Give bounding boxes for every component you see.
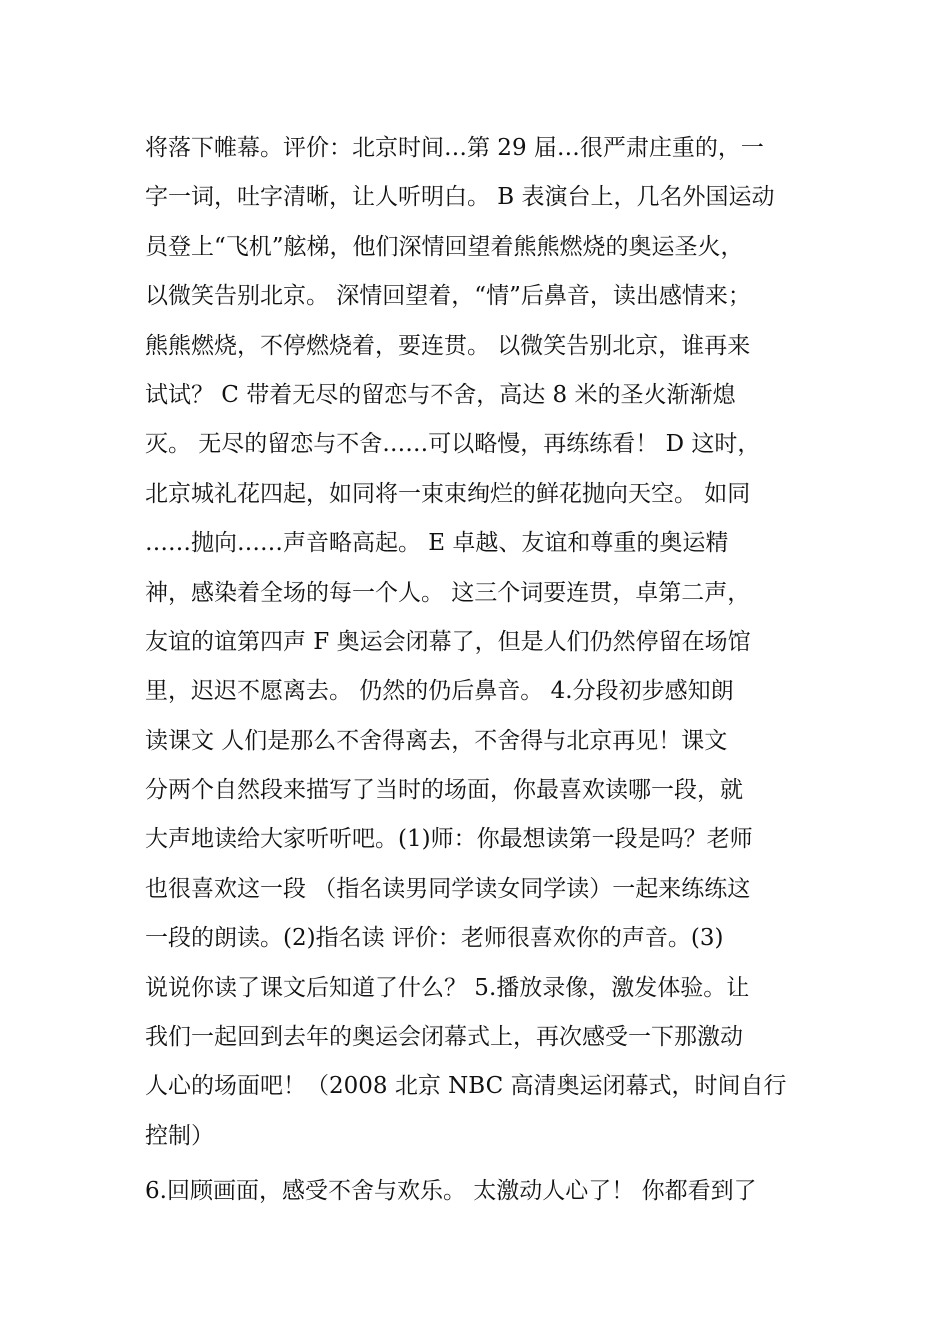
text-line-1: 将落下帷幕。评价：北京时间…第 29 届…很严肃庄重的，一 xyxy=(145,135,764,161)
text-line-13: 读课文 人们是那么不舍得离去，不舍得与北京再见！课文 xyxy=(145,727,728,754)
text-line-2: 字一词，吐字清晰，让人听明白。 B 表演台上，几名外国运动 xyxy=(145,184,775,211)
text-line-19: 我们一起回到去年的奥运会闭幕式上，再次感受一下那激动 xyxy=(145,1024,743,1051)
text-line-17: 一段的朗读。(2)指名读 评价：老师很喜欢你的声音。(3) xyxy=(145,925,724,952)
text-line-7: 灭。 无尽的留恋与不舍……可以略慢，再练练看！ D 这时， xyxy=(145,431,761,458)
body-text xyxy=(145,124,825,1217)
text-line-5: 熊熊燃烧，不停燃烧着，要连贯。 以微笑告别北京，谁再来 xyxy=(145,332,751,359)
text-line-21: 控制） xyxy=(145,1122,214,1149)
text-line-11: 友谊的谊第四声 F 奥运会闭幕了，但是人们仍然停留在场馆 xyxy=(145,628,751,655)
text-line-9: ……抛向……声音略高起。 E 卓越、友谊和尊重的奥运精 xyxy=(145,530,729,557)
text-line-8: 北京城礼花四起，如同将一束束绚烂的鲜花抛向天空。 如同 xyxy=(145,480,751,507)
text-line-15: 大声地读给大家听听吧。(1)师：你最想读第一段是吗？老师 xyxy=(145,826,753,853)
text-line-10: 神，感染着全场的每一个人。 这三个词要连贯，卓第二声， xyxy=(145,579,751,606)
text-line-14: 分两个自然段来描写了当时的场面，你最喜欢读哪一段，就 xyxy=(145,777,743,804)
text-line-22: 6.回顾画面，感受不舍与欢乐。 太激动人心了！ 你都看到了 xyxy=(145,1178,757,1205)
text-line-6: 试试？ C 带着无尽的留恋与不舍，高达 8 米的圣火渐渐熄 xyxy=(145,381,736,408)
text-line-20: 人心的场面吧！（2008 北京 NBC 高清奥运闭幕式，时间自行 xyxy=(145,1073,787,1100)
text-line-4: 以微笑告别北京。 深情回望着，“情”后鼻音，读出感情来； xyxy=(145,283,751,310)
text-line-3: 员登上“飞机”舷梯，他们深情回望着熊熊燃烧的奥运圣火， xyxy=(145,233,744,260)
text-line-12: 里，迟迟不愿离去。 仍然的仍后鼻音。 4.分段初步感知朗 xyxy=(145,678,734,705)
text-line-18: 说说你读了课文后知道了什么？ 5.播放录像，激发体验。让 xyxy=(145,974,750,1001)
text-line-16: 也很喜欢这一段 （指名读男同学读女同学读）一起来练练这 xyxy=(145,875,751,902)
